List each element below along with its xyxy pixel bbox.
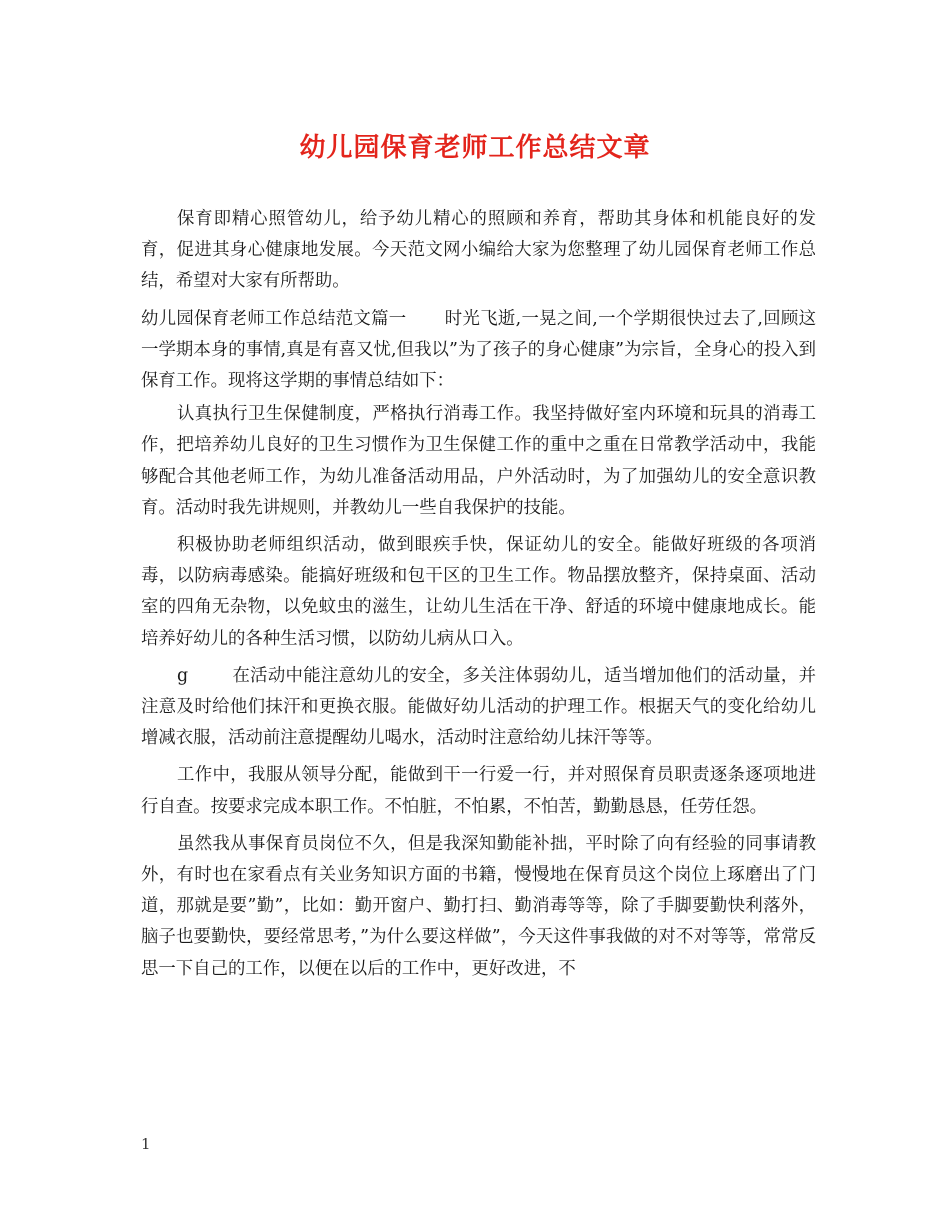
paragraph-safety	[141, 661, 816, 755]
paragraph-safety-text: 在活动中能注意幼儿的安全，多关注体弱幼儿，适当增加他们的活动量，并注意及时给他们抹汗和更换衣服。能做好幼儿活动的护理工作。根据天气的变化给幼儿增减衣服，活动前注意提醒幼儿喝水，活动时注意给幼儿抹汗等等。	[141, 665, 816, 749]
paragraph-assist: 积极协助老师组织活动，做到眼疾手快，保证幼儿的安全。能做好班级的各项消毒，以防病毒感染。能搞好班级和包干区的卫生工作。物品摆放整齐，保持桌面、活动室的四角无杂物，以免蚊虫的滋生，让幼儿生活在干净、舒适的环境中健康地成长。能培养好幼儿的各种生活习惯，以防幼儿病从口入。	[141, 535, 816, 649]
paragraph-diligence: 虽然我从事保育员岗位不久，但是我深知勤能补拙，平时除了向有经验的同事请教外，有时也在家看点有关业务知识方面的书籍，慢慢地在保育员这个岗位上琢磨出了门道，那就是要”勤”，比如：勤开窗户、勤打扫、勤消毒等等，除了手脚要勤快利落外，脑子也要勤快，要经常思考，”为什么要这样做”，今天这件事我做的对不对等等，常常反思一下自己的工作，以便在以后的工作中，更好改进，不	[141, 833, 816, 979]
section-paragraph	[141, 304, 816, 398]
paragraph-hygiene: 认真执行卫生保健制度，严格执行消毒工作。我坚持做好室内环境和玩具的消毒工作，把培养幼儿良好的卫生习惯作为卫生保健工作的重中之重在日常教学活动中，我能够配合其他老师工作，为幼儿准备活动用品，户外活动时，为了加强幼儿的安全意识教育。活动时我先讲规则，并教幼儿一些自我保护的技能。	[141, 404, 816, 518]
paragraph-duty: 工作中，我服从领导分配，能做到干一行爱一行，并对照保育员职责逐条逐项地进行自查。按要求完成本职工作。不怕脏，不怕累，不怕苦，勤勤恳恳，任劳任怨。	[141, 765, 816, 817]
document-title: 幼儿园保育老师工作总结文章	[299, 133, 651, 163]
paragraph-marker: g	[177, 665, 189, 686]
section-lead: 时光飞逝,一晃之间,一个学期很快过去了,回顾这一学期本身的事情,真是有喜又忧,但我以”为了孩子的身心健康”为宗旨，全身心的投入到保育工作。现将这学期的事情总结如下：	[141, 308, 816, 392]
document-body	[141, 204, 816, 991]
intro-paragraph: 保育即精心照管幼儿，给予幼儿精心的照顾和养育，帮助其身体和机能良好的发育，促进其身心健康地发展。今天范文网小编给大家为您整理了幼儿园保育老师工作总结，希望对大家有所帮助。	[141, 209, 816, 292]
section-heading: 幼儿园保育老师工作总结范文篇一	[141, 308, 407, 329]
page-number: 1	[141, 1135, 151, 1153]
